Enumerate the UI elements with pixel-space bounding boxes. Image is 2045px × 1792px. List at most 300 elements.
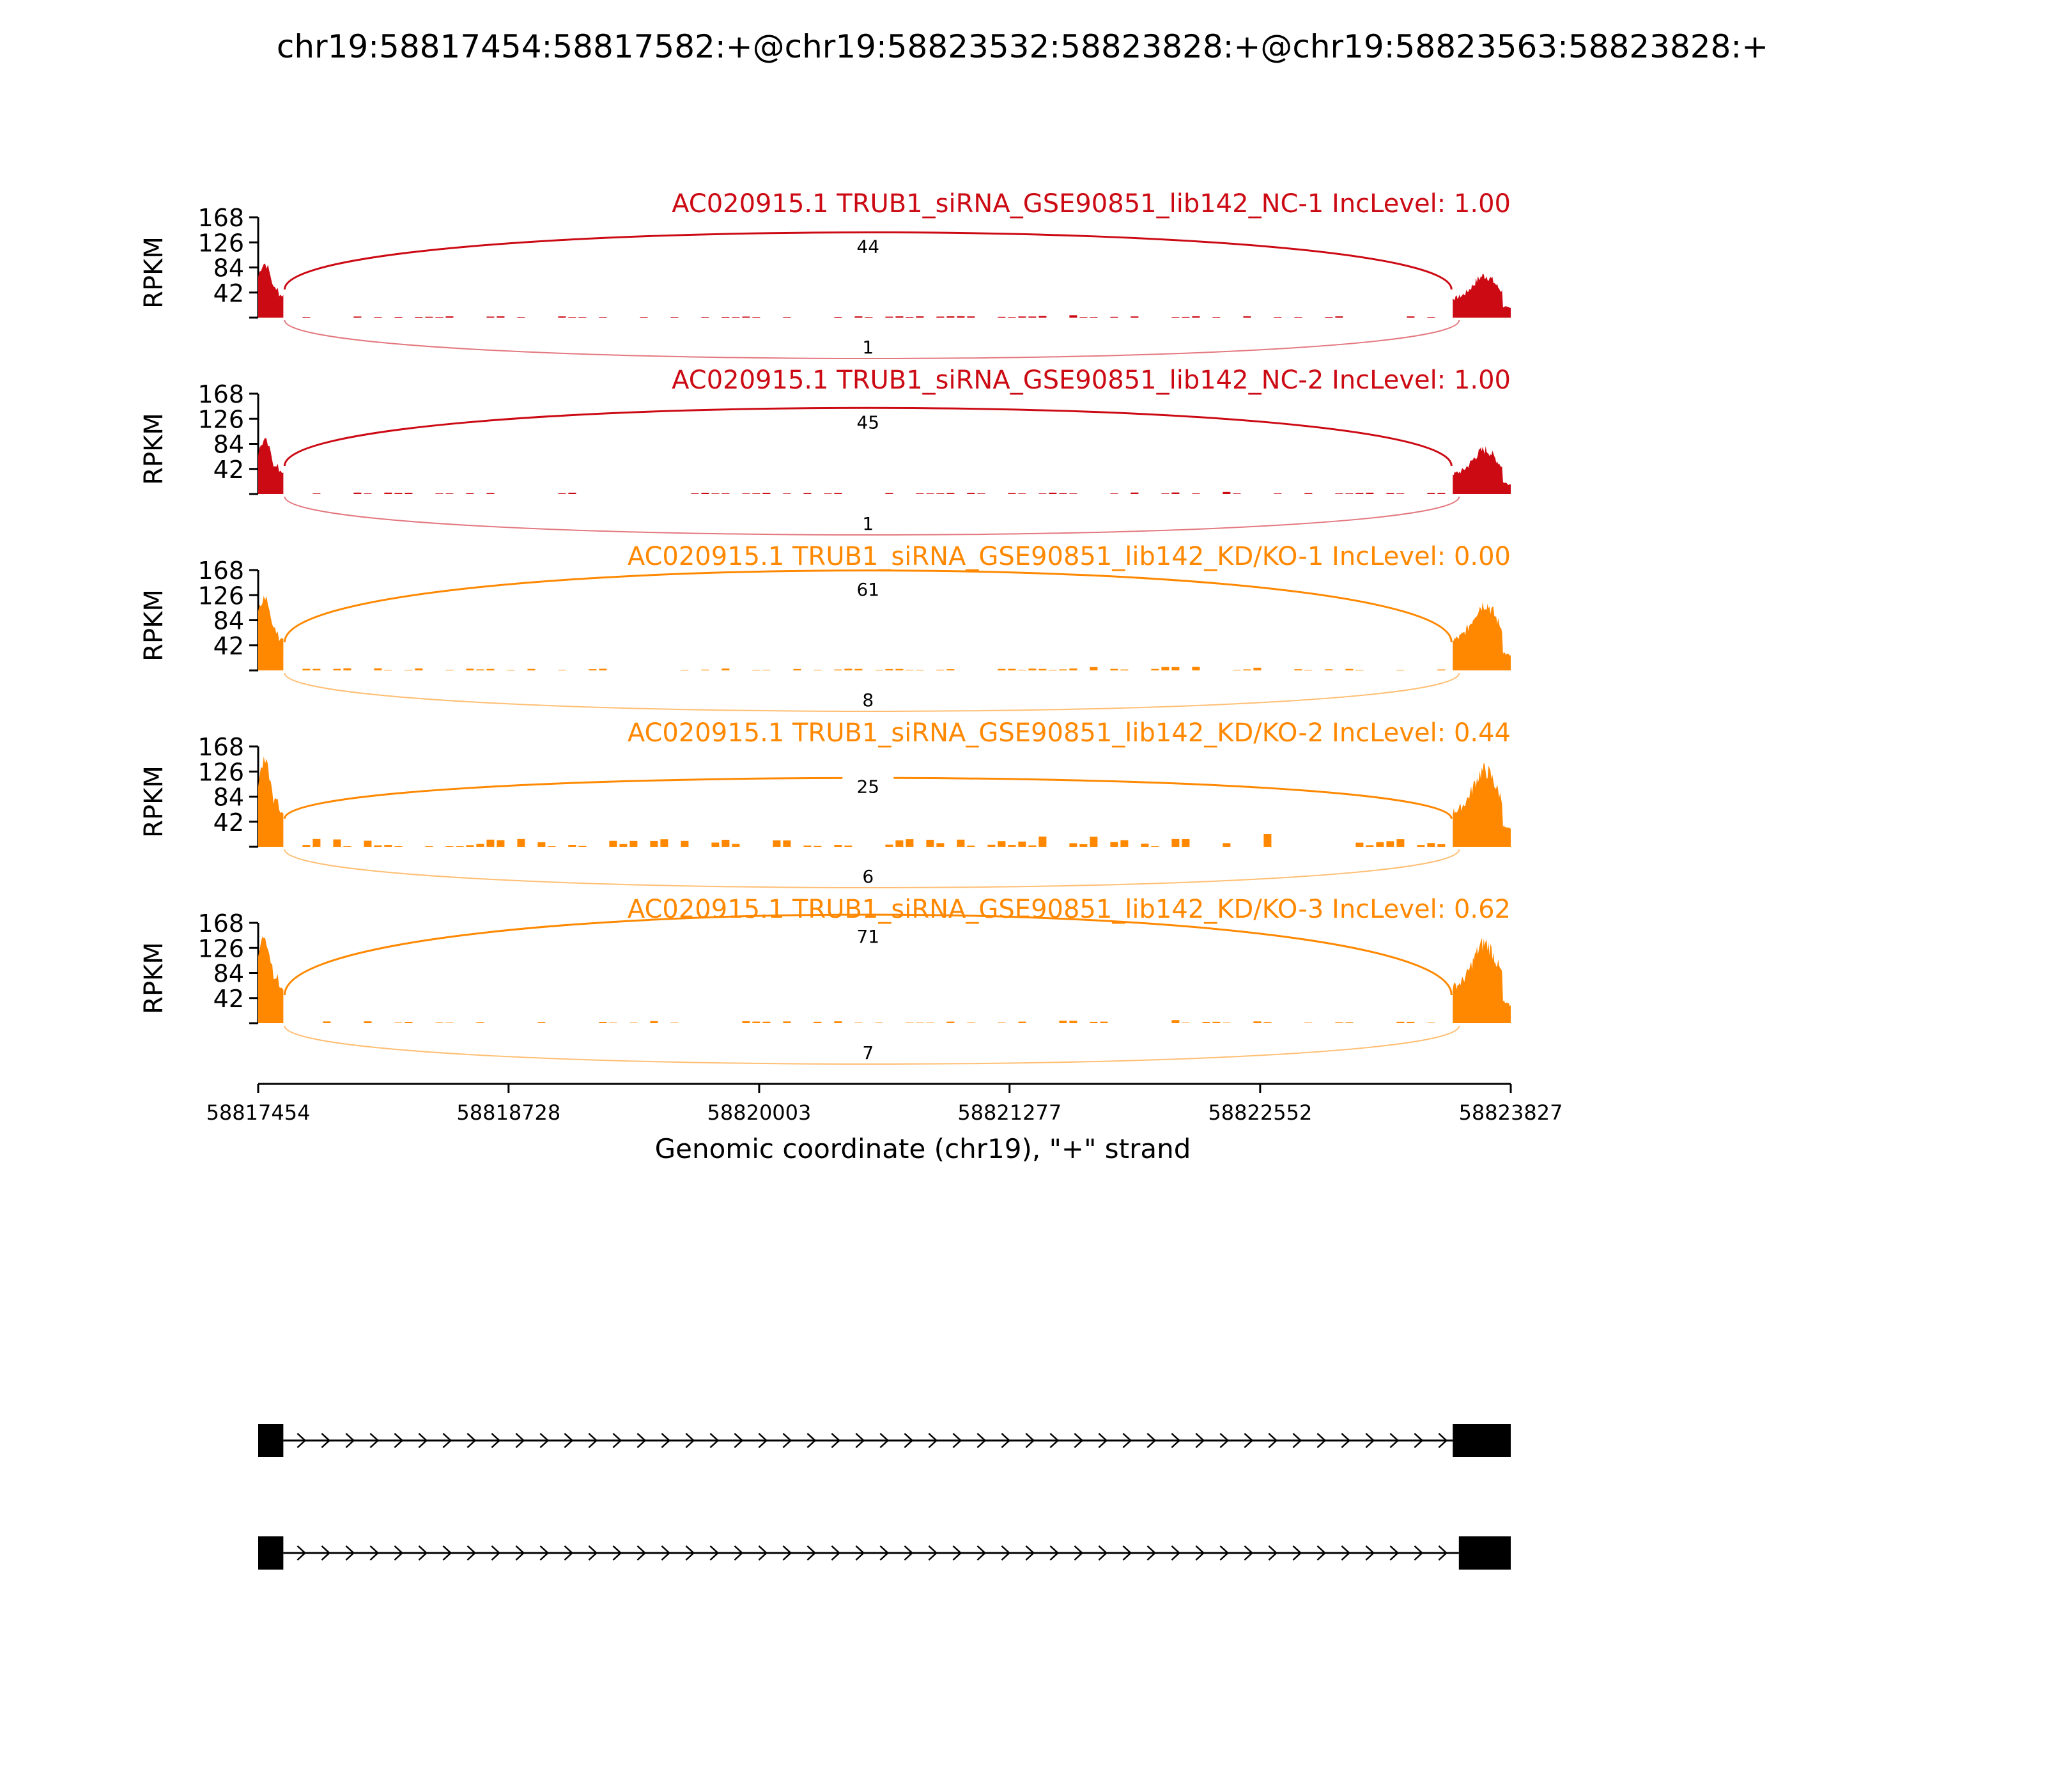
intron-coverage-bar bbox=[1192, 667, 1200, 671]
intron-coverage-bar bbox=[578, 846, 586, 847]
intron-coverage-bar bbox=[640, 317, 647, 318]
intron-coverage-bar bbox=[619, 844, 627, 847]
junction-count-upper: 45 bbox=[856, 412, 880, 433]
coverage-track bbox=[139, 542, 1511, 711]
junction-count-upper: 44 bbox=[856, 236, 880, 258]
intron-coverage-bar bbox=[1028, 316, 1036, 318]
intron-coverage-bar bbox=[1090, 837, 1097, 847]
intron-coverage-bar bbox=[517, 839, 525, 847]
intron-coverage-bar bbox=[1110, 493, 1118, 494]
intron-coverage-bar bbox=[650, 1021, 658, 1023]
intron-coverage-bar bbox=[1069, 1021, 1077, 1023]
intron-coverage-bar bbox=[722, 668, 729, 670]
y-tick-label: 42 bbox=[213, 631, 244, 660]
intron-coverage-bar bbox=[946, 316, 954, 318]
y-tick-label: 42 bbox=[213, 455, 244, 484]
intron-coverage-bar bbox=[415, 317, 422, 318]
gene-models bbox=[258, 1424, 1511, 1570]
intron-coverage-bar bbox=[353, 316, 361, 318]
intron-coverage-bar bbox=[1192, 493, 1200, 494]
y-tick-label: 126 bbox=[197, 582, 244, 610]
intron-coverage-bar bbox=[384, 845, 392, 847]
intron-coverage-bar bbox=[885, 845, 893, 847]
intron-coverage-bar bbox=[1151, 669, 1159, 670]
intron-coverage-bar bbox=[415, 668, 422, 670]
intron-coverage-bar bbox=[1131, 493, 1138, 494]
intron-coverage-bar bbox=[558, 316, 566, 318]
intron-coverage-bar bbox=[466, 668, 474, 670]
intron-coverage-bar bbox=[1335, 316, 1343, 318]
intron-coverage-bar bbox=[578, 317, 586, 318]
intron-coverage-bar bbox=[343, 668, 351, 670]
intron-coverage-bar bbox=[670, 317, 678, 318]
y-tick-label: 126 bbox=[197, 934, 244, 963]
intron-coverage-bar bbox=[1069, 493, 1077, 494]
intron-coverage-bar bbox=[599, 317, 606, 318]
intron-coverage-bar bbox=[936, 493, 944, 494]
intron-coverage-bar bbox=[1100, 1022, 1107, 1023]
intron-coverage-bar bbox=[1090, 1022, 1097, 1023]
intron-coverage-bar bbox=[885, 493, 893, 494]
intron-coverage-bar bbox=[1131, 316, 1138, 318]
intron-coverage-bar bbox=[394, 493, 402, 494]
intron-coverage-bar bbox=[568, 317, 576, 318]
intron-coverage-bar bbox=[1069, 668, 1077, 670]
intron-coverage-bar bbox=[497, 840, 504, 847]
y-axis-label: RPKM bbox=[139, 236, 169, 309]
intron-coverage-bar bbox=[445, 846, 453, 847]
intron-coverage-bar bbox=[681, 841, 688, 847]
intron-coverage-bar bbox=[752, 493, 760, 494]
isoform-model bbox=[258, 1536, 1511, 1570]
intron-coverage-bar bbox=[967, 493, 975, 494]
intron-coverage-bar bbox=[527, 669, 535, 670]
intron-coverage-bar bbox=[323, 1021, 330, 1023]
coverage-track bbox=[139, 189, 1511, 359]
intron-coverage-bar bbox=[793, 669, 801, 670]
intron-coverage-bar bbox=[1233, 493, 1240, 494]
intron-coverage-bar bbox=[374, 668, 382, 670]
y-axis-label: RPKM bbox=[139, 589, 169, 661]
intron-coverage-bar bbox=[466, 493, 474, 494]
intron-coverage-bar bbox=[599, 1022, 606, 1023]
intron-coverage-bar bbox=[497, 316, 504, 318]
intron-coverage-bar bbox=[906, 839, 913, 847]
intron-coverage-bar bbox=[405, 493, 412, 494]
intron-coverage-bar bbox=[1110, 669, 1118, 670]
intron-coverage-bar bbox=[1038, 493, 1046, 494]
intron-coverage-bar bbox=[1038, 837, 1046, 847]
intron-coverage-bar bbox=[476, 669, 484, 670]
intron-coverage-bar bbox=[722, 493, 729, 494]
intron-coverage-bar bbox=[998, 317, 1005, 318]
exon2-coverage bbox=[1453, 763, 1511, 847]
intron-coverage-bar bbox=[1171, 317, 1179, 318]
intron-coverage-bar bbox=[1161, 667, 1169, 670]
intron-coverage-bar bbox=[650, 841, 658, 847]
intron-coverage-bar bbox=[742, 1021, 750, 1023]
y-tick-label: 126 bbox=[197, 405, 244, 434]
intron-coverage-bar bbox=[906, 317, 913, 318]
intron-coverage-bar bbox=[558, 493, 566, 494]
intron-coverage-bar bbox=[814, 846, 821, 847]
y-tick-label: 84 bbox=[213, 430, 244, 459]
intron-coverage-bar bbox=[1079, 317, 1087, 318]
intron-coverage-bar bbox=[1263, 834, 1271, 847]
junction-count-lower: 1 bbox=[862, 337, 874, 358]
intron-coverage-bar bbox=[762, 493, 770, 494]
intron-coverage-bar bbox=[374, 846, 382, 847]
intron-coverage-bar bbox=[1366, 846, 1373, 847]
intron-coverage-bar bbox=[1182, 317, 1189, 318]
y-axis-label: RPKM bbox=[139, 413, 169, 485]
intron-coverage-bar bbox=[1018, 1022, 1026, 1023]
intron-coverage-bar bbox=[364, 841, 371, 847]
intron-coverage-bar bbox=[1294, 669, 1302, 670]
intron-coverage-bar bbox=[1008, 493, 1015, 495]
intron-coverage-bar bbox=[722, 317, 729, 318]
exon1-coverage bbox=[258, 596, 283, 670]
exon-block bbox=[258, 1536, 283, 1570]
junction-count-upper: 61 bbox=[856, 579, 880, 601]
intron-coverage-bar bbox=[364, 1021, 371, 1023]
y-tick-label: 84 bbox=[213, 254, 244, 282]
intron-coverage-bar bbox=[405, 1022, 412, 1023]
intron-coverage-bar bbox=[865, 317, 872, 318]
y-tick-label: 42 bbox=[213, 984, 244, 1013]
y-tick-label: 168 bbox=[197, 204, 244, 232]
intron-coverage-bar bbox=[1407, 316, 1414, 318]
intron-coverage-bar bbox=[1437, 844, 1445, 847]
intron-coverage-bar bbox=[425, 846, 433, 847]
y-tick-label: 168 bbox=[197, 380, 244, 408]
intron-coverage-bar bbox=[926, 840, 934, 847]
intron-coverage-bar bbox=[1437, 493, 1445, 494]
intron-coverage-bar bbox=[1274, 493, 1281, 494]
exon2-coverage bbox=[1453, 446, 1511, 494]
intron-coverage-bar bbox=[1345, 669, 1353, 670]
y-tick-label: 42 bbox=[213, 279, 244, 307]
intron-coverage-bar bbox=[1396, 839, 1404, 847]
intron-coverage-bar bbox=[1120, 840, 1128, 847]
intron-coverage-bar bbox=[1437, 670, 1445, 671]
y-axis-label: RPKM bbox=[139, 766, 169, 838]
intron-coverage-bar bbox=[394, 317, 402, 318]
track-title: AC020915.1 TRUB1_siRNA_GSE90851_lib142_NC-1 IncLevel: 1.00 bbox=[672, 189, 1511, 219]
intron-coverage-bar bbox=[1223, 492, 1230, 494]
intron-coverage-bar bbox=[742, 316, 750, 318]
exon2-coverage bbox=[1453, 938, 1511, 1023]
isoform-model bbox=[258, 1424, 1511, 1457]
intron-coverage-bar bbox=[1018, 316, 1026, 318]
intron-coverage-bar bbox=[701, 317, 709, 318]
y-tick-label: 42 bbox=[213, 808, 244, 837]
intron-coverage-bar bbox=[977, 493, 985, 494]
junction-count-lower: 7 bbox=[862, 1042, 874, 1063]
intron-coverage-bar bbox=[916, 316, 923, 318]
exon2-coverage bbox=[1453, 601, 1511, 670]
intron-coverage-bar bbox=[1294, 317, 1302, 318]
intron-coverage-bar bbox=[476, 1023, 484, 1024]
junction-count-lower: 1 bbox=[862, 513, 874, 534]
junction-count-upper: 71 bbox=[856, 926, 880, 948]
intron-coverage-bar bbox=[998, 669, 1005, 670]
intron-coverage-bar bbox=[486, 493, 494, 494]
intron-coverage-bar bbox=[967, 316, 975, 318]
exon2-coverage bbox=[1453, 274, 1511, 318]
intron-coverage-bar bbox=[803, 493, 811, 494]
intron-coverage-bar bbox=[302, 317, 310, 318]
intron-coverage-bar bbox=[1407, 1022, 1414, 1023]
intron-coverage-bar bbox=[568, 493, 576, 494]
intron-coverage-bar bbox=[302, 669, 310, 671]
intron-coverage-bar bbox=[343, 846, 351, 847]
intron-coverage-bar bbox=[834, 317, 842, 318]
intron-coverage-bar bbox=[1366, 493, 1373, 494]
intron-coverage-bar bbox=[987, 845, 995, 847]
intron-coverage-bar bbox=[486, 669, 494, 670]
intron-coverage-bar bbox=[834, 493, 842, 494]
intron-coverage-bar bbox=[691, 493, 698, 494]
intron-coverage-bar bbox=[701, 493, 709, 494]
intron-coverage-bar bbox=[384, 493, 392, 494]
intron-coverage-bar bbox=[762, 1022, 770, 1023]
intron-coverage-bar bbox=[313, 493, 320, 494]
intron-coverage-bar bbox=[783, 493, 791, 494]
intron-coverage-bar bbox=[711, 493, 719, 494]
intron-coverage-bar bbox=[1059, 1021, 1067, 1023]
intron-coverage-bar bbox=[1335, 493, 1343, 494]
intron-coverage-bar bbox=[885, 317, 893, 318]
intron-coverage-bar bbox=[1212, 1022, 1220, 1023]
intron-coverage-bar bbox=[1345, 493, 1353, 494]
intron-coverage-bar bbox=[844, 668, 852, 670]
intron-coverage-bar bbox=[548, 846, 555, 847]
junction-count-lower: 8 bbox=[862, 690, 874, 711]
intron-coverage-bar bbox=[589, 669, 596, 670]
exon-block bbox=[258, 1424, 283, 1457]
intron-coverage-bar bbox=[1192, 316, 1200, 318]
intron-coverage-bar bbox=[1396, 1022, 1404, 1023]
intron-coverage-bar bbox=[957, 840, 964, 847]
intron-coverage-bar bbox=[1141, 844, 1148, 847]
intron-coverage-bar bbox=[1110, 317, 1118, 318]
intron-coverage-bar bbox=[1049, 493, 1056, 494]
intron-coverage-bar bbox=[445, 316, 453, 318]
intron-coverage-bar bbox=[1243, 669, 1251, 670]
intron-coverage-bar bbox=[1274, 317, 1281, 318]
x-tick-label: 58818728 bbox=[456, 1101, 561, 1125]
intron-coverage-bar bbox=[936, 316, 944, 318]
intron-coverage-bar bbox=[946, 1022, 954, 1023]
intron-coverage-bar bbox=[711, 842, 719, 847]
intron-coverage-bar bbox=[1171, 493, 1179, 494]
intron-coverage-bar bbox=[629, 841, 637, 847]
intron-coverage-bar bbox=[1008, 317, 1015, 318]
intron-coverage-bar bbox=[313, 839, 320, 847]
y-tick-label: 126 bbox=[197, 229, 244, 258]
y-tick-label: 84 bbox=[213, 783, 244, 812]
intron-coverage-bar bbox=[1386, 841, 1394, 847]
intron-coverage-bar bbox=[824, 493, 831, 494]
intron-coverage-bar bbox=[456, 846, 463, 847]
intron-coverage-bar bbox=[1069, 843, 1077, 847]
intron-coverage-bar bbox=[374, 317, 382, 318]
intron-coverage-bar bbox=[1223, 843, 1230, 847]
intron-coverage-bar bbox=[1304, 493, 1312, 494]
intron-coverage-bar bbox=[1151, 846, 1159, 847]
intron-coverage-bar bbox=[1355, 843, 1363, 847]
intron-coverage-bar bbox=[1355, 493, 1363, 494]
intron-coverage-bar bbox=[1253, 668, 1261, 670]
track-title: AC020915.1 TRUB1_siRNA_GSE90851_lib142_KD/KO-3 IncLevel: 0.62 bbox=[627, 895, 1511, 924]
intron-coverage-bar bbox=[773, 840, 780, 847]
intron-coverage-bar bbox=[946, 493, 954, 494]
intron-coverage-bar bbox=[732, 317, 739, 318]
intron-coverage-bar bbox=[1038, 316, 1046, 318]
intron-coverage-bar bbox=[783, 840, 791, 847]
intron-coverage-bar bbox=[517, 317, 525, 318]
intron-coverage-bar bbox=[486, 316, 494, 318]
intron-coverage-bar bbox=[1417, 845, 1424, 847]
intron-coverage-bar bbox=[895, 669, 903, 670]
intron-coverage-bar bbox=[1018, 493, 1026, 494]
intron-coverage-bar bbox=[895, 316, 903, 318]
intron-coverage-bar bbox=[1396, 493, 1404, 494]
intron-coverage-bar bbox=[1038, 669, 1046, 670]
intron-coverage-bar bbox=[722, 840, 729, 847]
y-tick-label: 168 bbox=[197, 909, 244, 938]
intron-coverage-bar bbox=[1079, 844, 1087, 847]
coverage-track bbox=[139, 366, 1511, 535]
intron-coverage-bar bbox=[1028, 846, 1036, 847]
junction-count-upper: 25 bbox=[856, 776, 880, 798]
intron-coverage-bar bbox=[466, 845, 474, 847]
intron-coverage-bar bbox=[568, 845, 576, 847]
intron-coverage-bar bbox=[783, 317, 791, 318]
intron-coverage-bar bbox=[1008, 845, 1015, 847]
x-tick-label: 58821277 bbox=[957, 1101, 1062, 1125]
intron-coverage-bar bbox=[1427, 493, 1435, 494]
intron-coverage-bar bbox=[445, 493, 453, 494]
y-tick-label: 168 bbox=[197, 557, 244, 585]
coverage-track bbox=[139, 718, 1511, 888]
intron-coverage-bar bbox=[353, 493, 361, 494]
intron-coverage-bar bbox=[1386, 493, 1394, 495]
x-tick-label: 58820003 bbox=[707, 1101, 812, 1125]
intron-coverage-bar bbox=[752, 317, 760, 318]
intron-coverage-bar bbox=[599, 668, 606, 670]
intron-coverage-bar bbox=[1253, 1021, 1261, 1023]
intron-coverage-bar bbox=[1090, 317, 1097, 318]
intron-coverage-bar bbox=[1161, 493, 1169, 494]
intron-coverage-bar bbox=[895, 840, 903, 847]
intron-coverage-bar bbox=[435, 317, 443, 318]
intron-coverage-bar bbox=[537, 1022, 545, 1023]
intron-coverage-bar bbox=[1427, 317, 1435, 318]
intron-coverage-bar bbox=[1059, 493, 1067, 494]
intron-coverage-bar bbox=[1018, 842, 1026, 847]
coverage-track bbox=[139, 895, 1511, 1064]
intron-coverage-bar bbox=[1182, 839, 1189, 847]
y-tick-label: 84 bbox=[213, 959, 244, 988]
intron-coverage-bar bbox=[946, 669, 954, 670]
intron-coverage-bar bbox=[1008, 669, 1015, 671]
intron-coverage-bar bbox=[1171, 839, 1179, 847]
intron-coverage-bar bbox=[333, 669, 341, 670]
intron-coverage-bar bbox=[803, 846, 811, 847]
intron-coverage-bar bbox=[609, 841, 617, 847]
intron-coverage-bar bbox=[814, 1022, 821, 1023]
intron-coverage-bar bbox=[1090, 667, 1097, 670]
intron-coverage-bar bbox=[834, 845, 842, 847]
exon1-coverage bbox=[258, 438, 283, 494]
intron-coverage-bar bbox=[742, 493, 750, 494]
intron-coverage-bar bbox=[435, 493, 443, 494]
y-axis-label: RPKM bbox=[139, 942, 169, 1014]
x-tick-label: 58817454 bbox=[206, 1101, 311, 1125]
x-tick-label: 58823827 bbox=[1458, 1101, 1563, 1125]
intron-coverage-bar bbox=[1325, 317, 1332, 318]
intron-coverage-bar bbox=[364, 493, 371, 494]
junction-count-lower: 6 bbox=[862, 866, 874, 887]
intron-coverage-bar bbox=[302, 845, 310, 847]
intron-coverage-bar bbox=[1028, 668, 1036, 670]
intron-coverage-bar bbox=[537, 842, 545, 847]
intron-coverage-bar bbox=[732, 844, 739, 847]
intron-coverage-bar bbox=[1110, 842, 1118, 847]
exon1-coverage bbox=[258, 757, 283, 847]
intron-coverage-bar bbox=[936, 843, 944, 847]
intron-coverage-bar bbox=[783, 1021, 791, 1023]
intron-coverage-bar bbox=[1427, 843, 1435, 847]
intron-coverage-bar bbox=[957, 316, 964, 318]
x-axis bbox=[206, 1084, 1563, 1164]
intron-coverage-bar bbox=[486, 840, 494, 847]
intron-coverage-bar bbox=[1263, 1022, 1271, 1023]
intron-coverage-bar bbox=[844, 846, 852, 847]
intron-coverage-bar bbox=[834, 1021, 842, 1023]
intron-coverage-bar bbox=[1171, 667, 1179, 670]
intron-coverage-bar bbox=[333, 840, 341, 847]
intron-coverage-bar bbox=[926, 493, 934, 494]
exon1-coverage bbox=[258, 264, 283, 318]
intron-coverage-bar bbox=[854, 316, 862, 318]
intron-coverage-bar bbox=[313, 669, 320, 670]
exon-block bbox=[1453, 1424, 1511, 1457]
y-tick-label: 126 bbox=[197, 758, 244, 787]
intron-coverage-bar bbox=[1059, 669, 1067, 670]
intron-coverage-bar bbox=[1325, 669, 1332, 670]
x-tick-label: 58822552 bbox=[1208, 1101, 1313, 1125]
track-title: AC020915.1 TRUB1_siRNA_GSE90851_lib142_NC-2 IncLevel: 1.00 bbox=[672, 366, 1511, 395]
intron-coverage-bar bbox=[916, 493, 923, 494]
y-tick-label: 84 bbox=[213, 606, 244, 635]
intron-coverage-bar bbox=[1171, 1020, 1179, 1023]
intron-coverage-bar bbox=[1376, 842, 1384, 847]
exon1-coverage bbox=[258, 936, 283, 1023]
y-tick-label: 168 bbox=[197, 733, 244, 761]
intron-coverage-bar bbox=[660, 839, 668, 847]
figure-title: chr19:58817454:58817582:+@chr19:58823532:58823828:+@chr19:58823563:58823828:+ bbox=[276, 28, 1769, 65]
intron-coverage-bar bbox=[1202, 1022, 1210, 1023]
intron-coverage-bar bbox=[885, 669, 893, 670]
intron-coverage-bar bbox=[425, 317, 433, 318]
coverage-tracks bbox=[139, 189, 1511, 1064]
intron-coverage-bar bbox=[752, 1022, 760, 1024]
intron-coverage-bar bbox=[1212, 317, 1220, 318]
intron-coverage-bar bbox=[476, 844, 484, 847]
